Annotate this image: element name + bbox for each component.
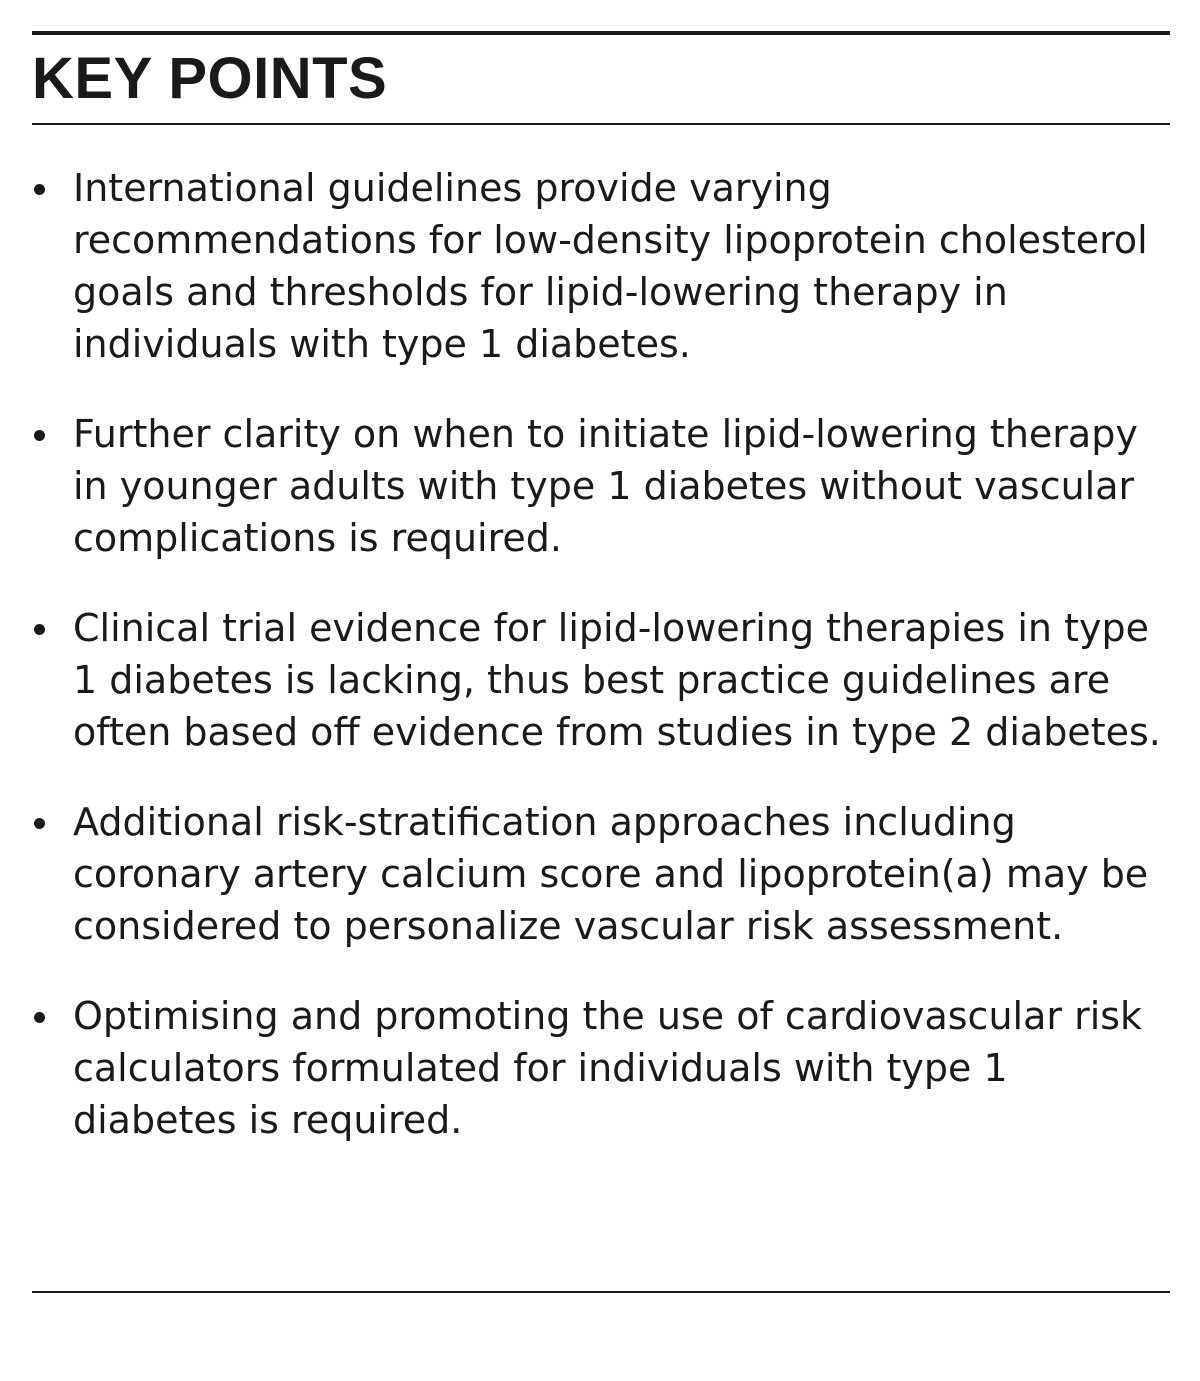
key-point-3	[32, 602, 1170, 758]
heading-divider	[32, 123, 1170, 125]
bullet-icon	[34, 818, 45, 829]
key-points-heading: KEY POINTS	[32, 46, 388, 111]
key-point-5	[32, 990, 1170, 1146]
top-rule	[32, 31, 1170, 35]
key-point-text: Additional risk-stratification approaches including coronary artery calcium score and lipoprotein(a) may be considered to personalize vascular risk assessment.	[73, 800, 1149, 948]
bottom-rule	[32, 1291, 1170, 1293]
bullet-icon	[34, 1012, 45, 1023]
key-point-1	[32, 162, 1170, 370]
bullet-icon	[34, 184, 45, 195]
bullet-icon	[34, 430, 45, 441]
key-point-text: Optimising and promoting the use of cardiovascular risk calculators formulated for individuals with type 1 diabetes is required.	[73, 994, 1143, 1142]
key-points-list	[32, 162, 1170, 1184]
key-point-4	[32, 796, 1170, 952]
key-point-text: Clinical trial evidence for lipid-lowering therapies in type 1 diabetes is lacking, thus best practice guidelines are often based off evidence from studies in type 2 diabetes.	[73, 606, 1161, 754]
key-point-text: International guidelines provide varying recommendations for low-density lipoprotein cholesterol goals and thresholds for lipid-lowering therapy in individuals with type 1 diabetes.	[73, 166, 1148, 366]
key-point-text: Further clarity on when to initiate lipid-lowering therapy in younger adults with type 1 diabetes without vascular complications is required.	[73, 412, 1138, 560]
bullet-icon	[34, 624, 45, 635]
key-point-2	[32, 408, 1170, 564]
